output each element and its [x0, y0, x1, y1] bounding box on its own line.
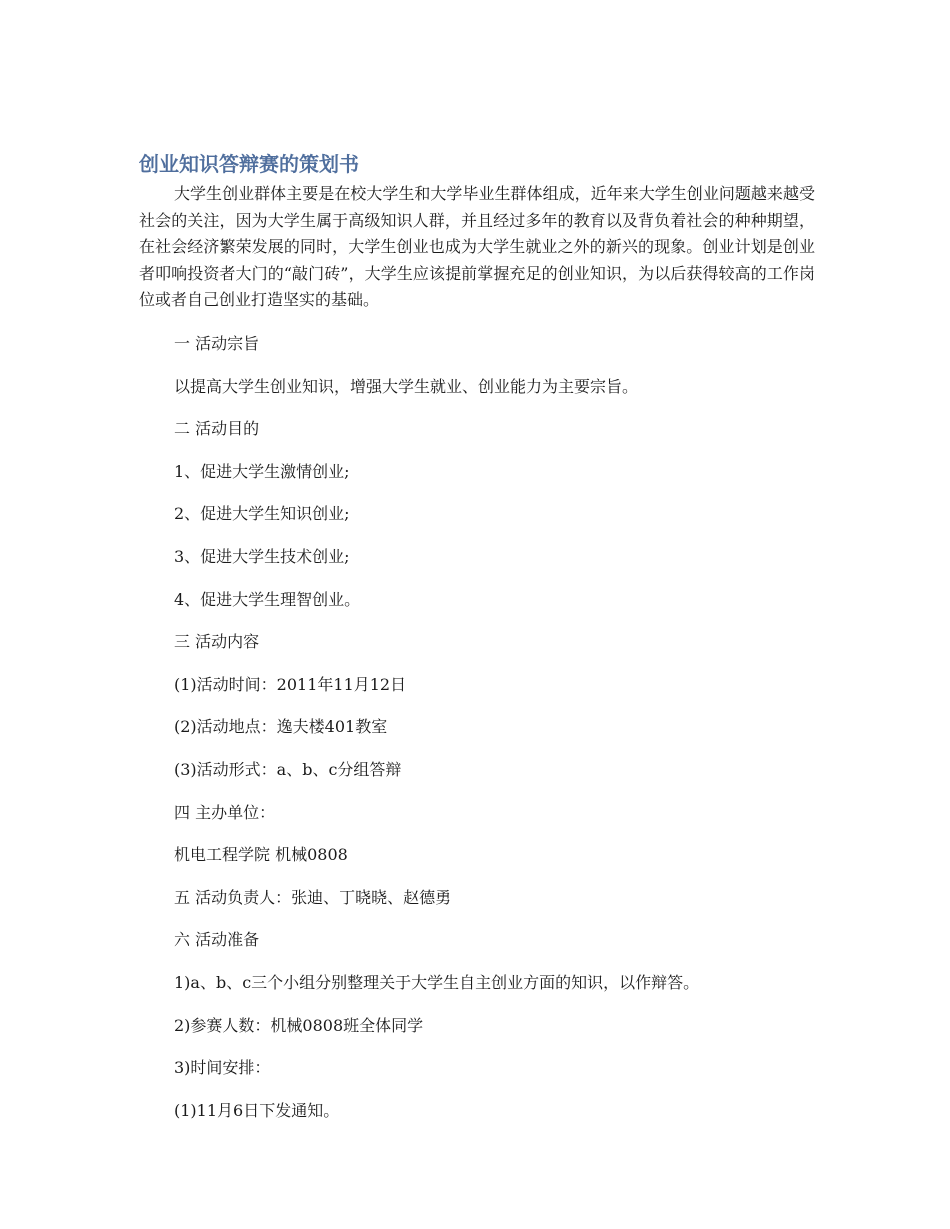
document-title: 创业知识答辩赛的策划书: [139, 152, 359, 176]
list-item-schedule: 3)时间安排：: [174, 1058, 271, 1078]
list-item-goal: 1、促进大学生激情创业;: [174, 461, 350, 481]
section-heading-goals: 二 活动目的: [174, 419, 260, 439]
list-item-schedule-step: (1)11月6日下发通知。: [174, 1100, 340, 1120]
list-item-goal: 3、促进大学生技术创业;: [174, 546, 350, 566]
list-item-preparation: 1)a、b、c三个小组分别整理关于大学生自主创业方面的知识，以作辩答。: [174, 972, 700, 992]
list-item-time: (1)活动时间：2011年11月12日: [174, 674, 407, 694]
intro-paragraph: 大学生创业群体主要是在校大学生和大学毕业生群体组成，近年来大学生创业问题越来越受社会的关注，因为大学生属于高级知识人群，并且经过多年的教育以及背负着社会的种种期望，在社会经济繁荣发展的同时，大学生创业也成为大学生就业之外的新兴的现象。创业计划是创业者叩响投资者大门的“敲门砖”，大学生应该提前掌握充足的创业知识，为以后获得较高的工作岗位或者自己创业打造坚实的基础。: [139, 184, 815, 310]
list-item-location: (2)活动地点：逸夫楼401教室: [174, 717, 388, 737]
paragraph-purpose: 以提高大学生创业知识，增强大学生就业、创业能力为主要宗旨。: [174, 376, 639, 396]
section-heading-content: 三 活动内容: [174, 632, 260, 652]
list-item-participants: 2)参赛人数：机械0808班全体同学: [174, 1015, 424, 1035]
list-item-goal: 2、促进大学生知识创业;: [174, 504, 350, 524]
section-heading-leaders: 五 活动负责人：张迪、丁晓晓、赵德勇: [174, 887, 452, 907]
section-heading-preparation: 六 活动准备: [174, 930, 260, 950]
paragraph-organizer: 机电工程学院 机械0808: [174, 845, 348, 865]
section-heading-organizer: 四 主办单位：: [174, 802, 276, 822]
document-body: [174, 331, 834, 1140]
list-item-goal: 4、促进大学生理智创业。: [174, 589, 361, 609]
section-heading-purpose: 一 活动宗旨: [174, 334, 260, 353]
list-item-format: (3)活动形式：a、b、c分组答辩: [174, 759, 402, 779]
